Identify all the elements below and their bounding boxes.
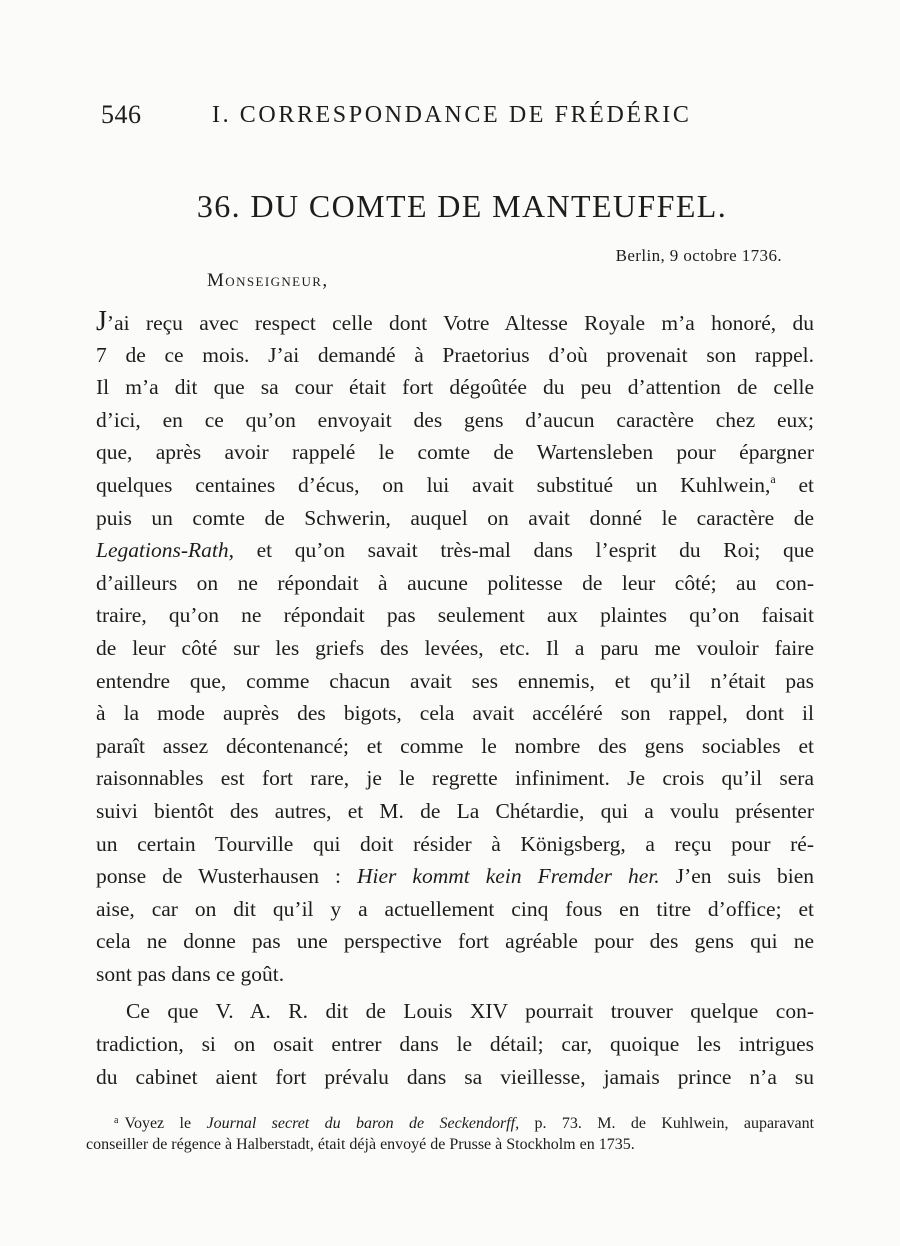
text-line: un certain Tourville qui doit résider à Königsberg, a reçu pour ré- — [96, 831, 814, 856]
text-line: quelques centaines d’écus, on lui avait substitué un Kuhlwein,$^a$ et — [96, 471, 814, 497]
text-line: d’ailleurs on ne répondait à aucune politesse de leur côté; au con- — [96, 570, 814, 595]
running-title: I. CORRESPONDANCE DE FRÉDÉRIC — [212, 102, 692, 128]
text-line: du cabinet aient fort prévalu dans sa vieillesse, jamais prince n’a su — [96, 1064, 814, 1089]
text-line: suivi bientôt des autres, et M. de La Chétardie, qui a voulu présenter — [96, 798, 814, 823]
footnote-italic-title: Journal secret du baron de Seckendorff, — [206, 1115, 520, 1132]
text-line: Il m’a dit que sa cour était fort dégoûtée du peu d’attention de celle — [96, 375, 814, 400]
letter-body — [96, 306, 814, 1093]
text-line: de leur côté sur les griefs des levées, etc. Il a paru me vouloir faire — [96, 635, 814, 660]
paragraph-1 — [96, 306, 814, 990]
text-line: sont pas dans ce goût. — [96, 961, 285, 986]
text-line: Ce que V. A. R. dit de Louis XIV pourrait trouver quelque con- — [126, 999, 814, 1024]
text-line: que, après avoir rappelé le comte de Wartensleben pour épargner — [96, 440, 814, 465]
text-line: J’ai reçu avec respect celle dont Votre Altesse Royale m’a honoré, du — [96, 306, 814, 337]
text-line: cela ne donne pas une perspective fort agréable pour des gens qui ne — [96, 929, 814, 954]
letter-salutation: Monseigneur, — [207, 270, 329, 291]
italic-quote: Hier kommt kein Fremder her. — [357, 864, 660, 889]
text-line: puis un comte de Schwerin, auquel on avait donné le caractère de — [96, 505, 814, 530]
text-line: ponse de Wusterhausen : Hier kommt kein Fremder her. J’en suis bien — [96, 864, 815, 889]
text-line: traire, qu’on ne répondait pas seulement aux plaintes qu’on faisait — [96, 603, 814, 628]
text-line: raisonnables est fort rare, je le regrette infiniment. Je crois qu’il sera — [96, 766, 814, 791]
text-line: entendre que, comme chacun avait ses ennemis, et qu’il n’était pas — [96, 668, 814, 693]
footnote — [86, 1109, 814, 1157]
text-line: aise, car on dit qu’il y a actuellement cinq fous en titre d’office; et — [96, 896, 814, 921]
text-line: d’ici, en ce qu’on envoyait des gens d’aucun caractère chez eux; — [96, 407, 814, 432]
running-head — [0, 100, 900, 140]
text-line: Legations-Rath, et qu’on savait très-mal dans l’esprit du Roi; que — [96, 538, 814, 563]
text-line: tradiction, si on osait entrer dans le détail; car, quoique les intrigues — [96, 1032, 814, 1057]
footnote-mark: a — [114, 1115, 119, 1126]
initial-letter: J — [96, 306, 107, 337]
letter-title: 36. DU COMTE DE MANTEUFFEL. — [196, 188, 728, 224]
text-line: paraît assez décontenancé; et comme le nombre des gens sociables et — [96, 733, 814, 758]
footnote-ref: a — [770, 471, 776, 486]
paragraph-2 — [96, 995, 814, 1093]
footnote-line: $^a$ Voyez le Journal secret du baron de Seckendorff, p. 73. M. de Kuhlwein, auparavant — [114, 1115, 815, 1132]
letter-dateline: Berlin, 9 octobre 1736. — [615, 246, 782, 265]
italic-term: Legations-Rath, — [96, 538, 234, 563]
text-line: à la mode auprès des bigots, cela avait accéléré son rappel, dont il — [96, 701, 814, 726]
page-number: 546 — [101, 100, 142, 129]
text-line: 7 de ce mois. J’ai demandé à Praetorius d’où provenait son rappel. — [96, 342, 814, 367]
footnote-line: conseiller de régence à Halberstadt, était déjà envoyé de Prusse à Stockholm en 1735. — [86, 1136, 635, 1153]
